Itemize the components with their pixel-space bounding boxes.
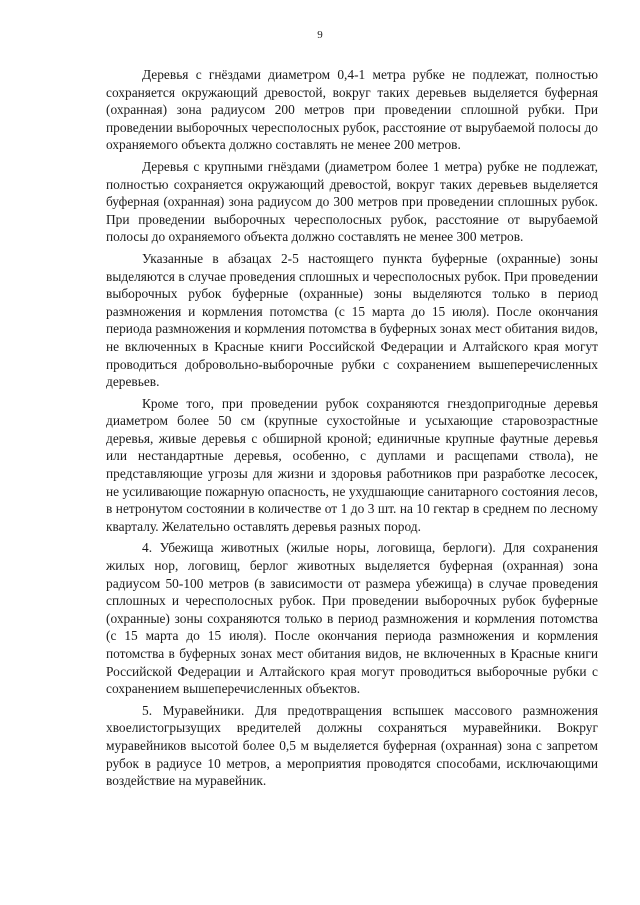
document-body [106,66,598,794]
paragraph-anthills: 5. Муравейники. Для предотвращения вспышек массового размножения хвоелистогрызущих вредителей должны сохраняться муравейники. Вокруг муравейников высотой более 0,5 м выделяется буферная (охранная) зона с запретом рубок в радиусе 10 метров, а мероприятия проводятся способами, исключающими воздействие на муравейник. [106,702,598,789]
paragraph-buffer-zones: Указанные в абзацах 2-5 настоящего пункта буферные (охранные) зоны выделяются в случае проведения сплошных и чересполосных рубок. При проведении выборочных рубок буферные (охранные) зоны выделяются только в период размножения и кормления потомства (с 15 марта до 15 июля). После окончания периода размножения и кормления потомства в буферных зонах мест обитания видов, не включенных в Красные книги Российской Федерации и Алтайского края могут проводиться добровольно-выборочные рубки с сохранением вышеперечисленных деревьев. [106,250,598,390]
paragraph-animal-shelters: 4. Убежища животных (жилые норы, логовища, берлоги). Для сохранения жилых нор, логовищ, берлог животных выделяется буферная (охранная) зона радиусом 50-100 метров (в зависимости от размера убежища) в случае проведения сплошных и чересполосных рубок. При проведении выборочных рубок буферные (охранные) зоны сохраняются только в период размножения и кормления потомства (с 15 марта до 15 июля). После окончания периода размножения и кормления потомства в буферных зонах мест обитания видов, не включенных в Красные книги Российской Федерации и Алтайского края могут проводиться выборочные рубки с сохранением вышеперечисленных объектов. [106,540,598,697]
paragraph-nesting-trees: Кроме того, при проведении рубок сохраняются гнездопригодные деревья диаметром более 50 см (крупные сухостойные и усыхающие старовозрастные деревья, живые деревья с обширной кроной; единичные крупные фаутные деревья или нестандартные деревья, особенно, с дуплами и расщепами ствола), не представляющие угрозы для жизни и здоровья работников при разработке лесосек, не усиливающие пожарную опасность, не ухудшающие санитарного состояния лесов, в нетронутом состоянии в количестве от 1 до 3 шт. на 10 гектар в среднем по лесному кварталу. Желательно оставлять деревья разных пород. [106,395,598,534]
page-number: 9 [317,29,323,41]
paragraph-very-large-nests: Деревья с крупными гнёздами (диаметром более 1 метра) рубке не подлежат, полностью сохраняется окружающий древостой, вокруг таких деревьев выделяется буферная (охранная) зона радиусом до 300 метров при проведении сплошных рубок. При проведении выборочных чересполосных рубок, расстояние от вырубаемой полосы до охраняемого объекта должно составлять не менее 300 метров. [106,158,598,245]
paragraph-large-nests: Деревья с гнёздами диаметром 0,4-1 метра рубке не подлежат, полностью сохраняется окружающий древостой, вокруг таких деревьев выделяется буферная (охранная) зона радиусом 200 метров при проведении сплошной рубки. При проведении выборочных чересполосных рубок, расстояние от вырубаемой полосы до охраняемого объекта должно составлять не менее 200 метров. [106,67,598,153]
